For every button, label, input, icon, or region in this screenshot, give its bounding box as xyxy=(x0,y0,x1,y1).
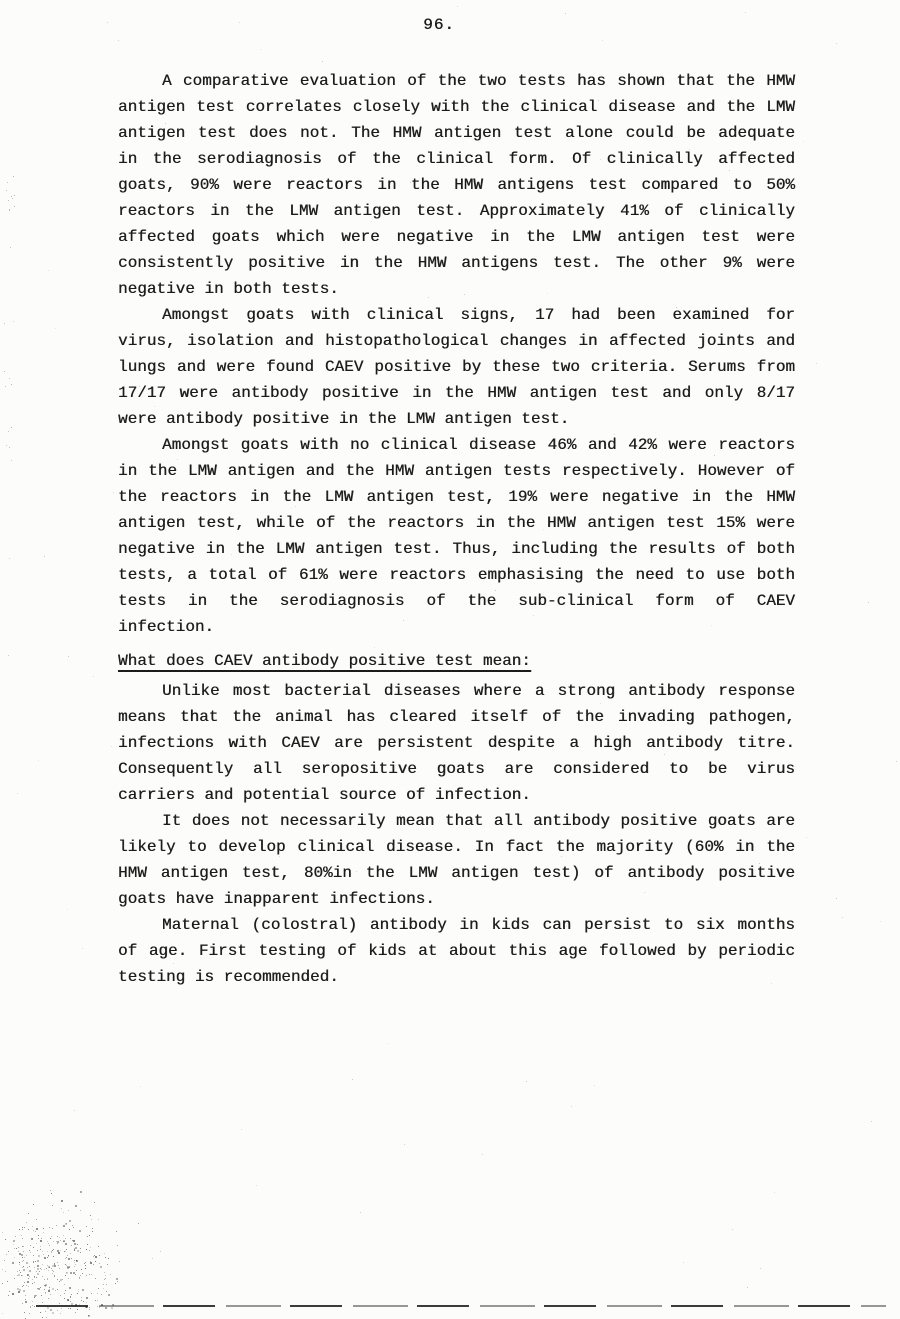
text-line: in the serodiagnosis of the clinical form. Of clinically affected xyxy=(118,150,795,168)
page-number: 96. xyxy=(423,16,455,34)
text-line: consistently positive in the HMW antigens test. The other 9% were xyxy=(118,254,795,272)
text-line: infection. xyxy=(118,618,215,636)
text-line: Consequently all seropositive goats are considered to be virus xyxy=(118,760,795,778)
text-line: antigen test, while of the reactors in the HMW antigen test 15% were xyxy=(118,514,795,532)
paragraph-unlike-bacterial xyxy=(118,678,795,808)
text-line: testing is recommended. xyxy=(118,968,339,986)
document-body xyxy=(118,68,795,990)
text-line: lungs and were found CAEV positive by these two criteria. Serums from xyxy=(118,358,795,376)
text-line: virus, isolation and histopathological changes in affected joints and xyxy=(118,332,795,350)
text-line: affected goats which were negative in the LMW antigen test were xyxy=(118,228,795,246)
text-line: Amongst goats with clinical signs, 17 had been examined for xyxy=(162,306,795,324)
text-line: It does not necessarily mean that all antibody positive goats are xyxy=(162,812,795,830)
text-line: Amongst goats with no clinical disease 46% and 42% were reactors xyxy=(162,436,795,454)
text-line: means that the animal has cleared itself of the invading pathogen, xyxy=(118,708,795,726)
text-line: Maternal (colostral) antibody in kids can persist to six months xyxy=(162,916,795,934)
scan-line-artifact xyxy=(36,1305,886,1307)
paragraph-clinical-signs xyxy=(118,302,795,432)
text-line: goats, 90% were reactors in the HMW antigens test compared to 50% xyxy=(118,176,795,194)
text-line: antigen test correlates closely with the clinical disease and the LMW xyxy=(118,98,795,116)
text-line: tests in the serodiagnosis of the sub-clinical form of CAEV xyxy=(118,592,795,610)
text-line: goats have inapparent infections. xyxy=(118,890,435,908)
text-line: carriers and potential source of infection. xyxy=(118,786,531,804)
section-heading-text: What does CAEV antibody positive test mean: xyxy=(118,652,531,670)
text-line: A comparative evaluation of the two tests has shown that the HMW xyxy=(162,72,795,90)
text-line: HMW antigen test, 80%in the LMW antigen test) of antibody positive xyxy=(118,864,795,882)
text-line: reactors in the LMW antigen test. Approximately 41% of clinically xyxy=(118,202,795,220)
text-line: likely to develop clinical disease. In fact the majority (60% in the xyxy=(118,838,795,856)
paragraph-not-necessarily-clinical xyxy=(118,808,795,912)
text-line: negative in both tests. xyxy=(118,280,339,298)
text-line: negative in the LMW antigen test. Thus, including the results of both xyxy=(118,540,795,558)
heading-caev-antibody-positive xyxy=(118,648,795,674)
text-line: 17/17 were antibody positive in the HMW antigen test and only 8/17 xyxy=(118,384,795,402)
paragraph-maternal-antibody xyxy=(118,912,795,990)
text-line: the reactors in the LMW antigen test, 19% were negative in the HMW xyxy=(118,488,795,506)
text-line: infections with CAEV are persistent despite a high antibody titre. xyxy=(118,734,795,752)
text-line: tests, a total of 61% were reactors emphasising the need to use both xyxy=(118,566,795,584)
paragraph-comparative-evaluation xyxy=(118,68,795,302)
text-line: of age. First testing of kids at about this age followed by periodic xyxy=(118,942,795,960)
text-line: were antibody positive in the LMW antigen test. xyxy=(118,410,570,428)
text-line: antigen test does not. The HMW antigen test alone could be adequate xyxy=(118,124,795,142)
paragraph-no-clinical-disease xyxy=(118,432,795,640)
text-line: Unlike most bacterial diseases where a strong antibody response xyxy=(162,682,795,700)
text-line: in the LMW antigen and the HMW antigen tests respectively. However of xyxy=(118,462,795,480)
